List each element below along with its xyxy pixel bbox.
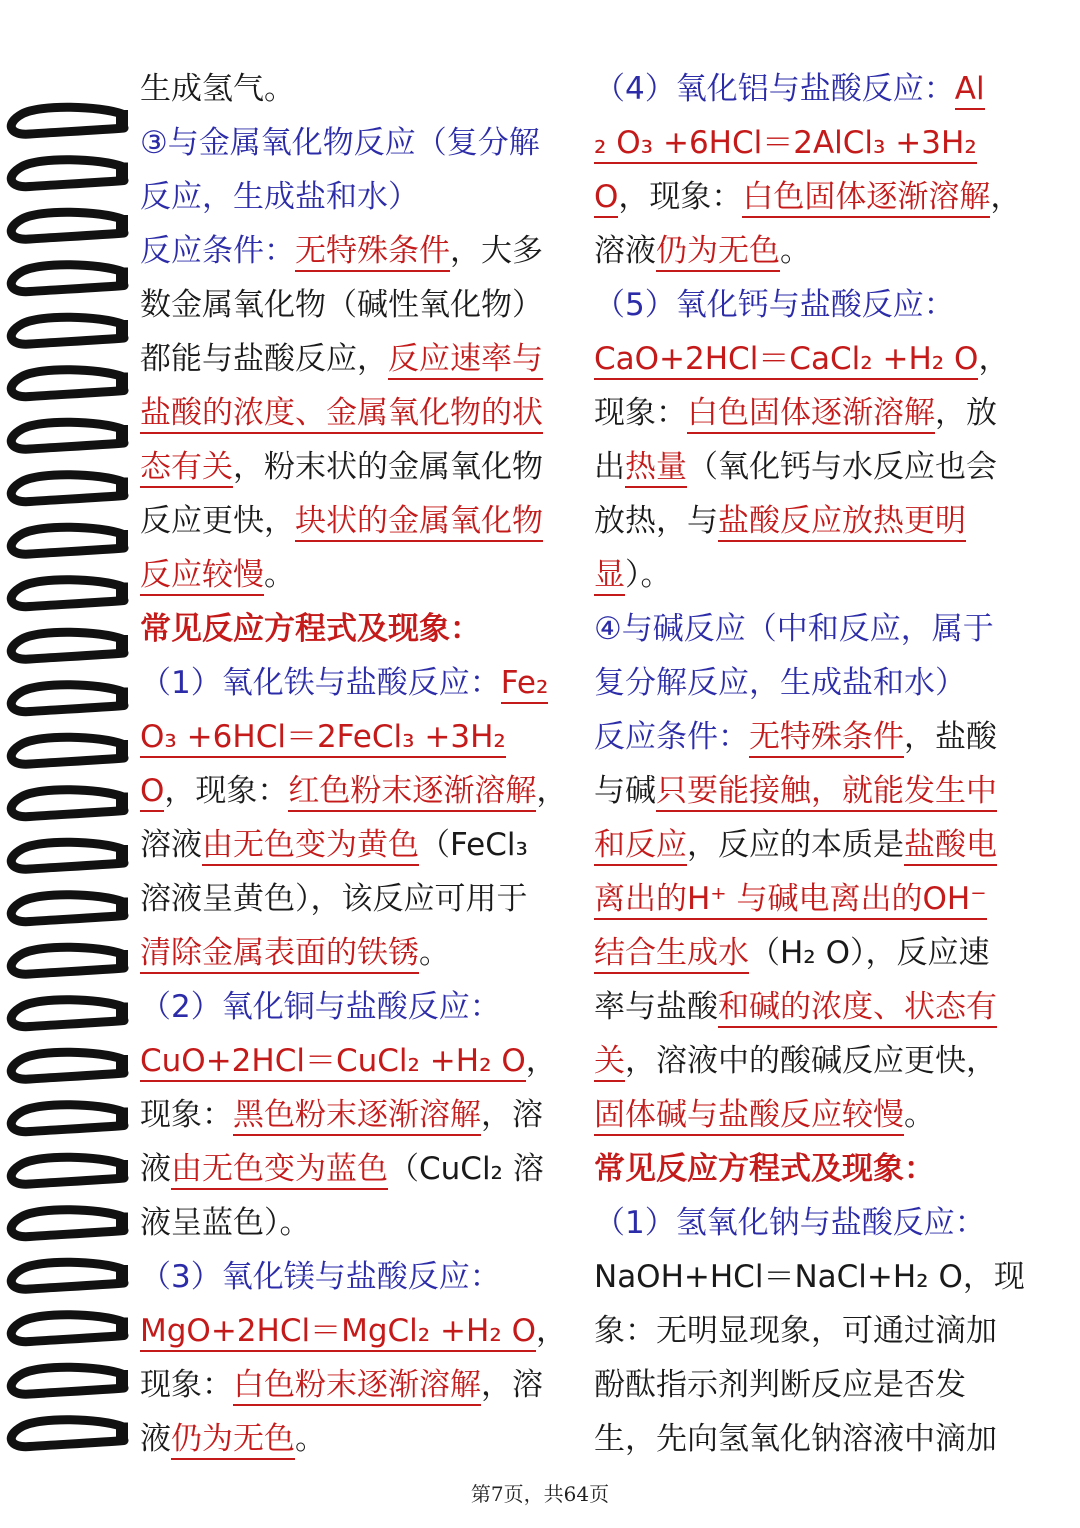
spiral-hole (116, 478, 128, 498)
text-segment: 溶液呈黄色），该反应可用于 (140, 881, 528, 917)
text-line (594, 1250, 1040, 1304)
spiral-coil (11, 265, 124, 292)
text-segment: ，溶液中的酸碱反应更快， (625, 1043, 997, 1079)
text-line (140, 764, 572, 818)
text-segment: ， (978, 341, 1010, 377)
text-segment: ， (536, 1313, 568, 1349)
underlined-text: 关 (594, 1043, 625, 1082)
text-segment: ，反应的本质是 (687, 827, 904, 863)
underlined-text: Al (955, 71, 985, 110)
underlined-text: 离出的H⁺ 与碱电离出的OH⁻ (594, 881, 987, 920)
text-line (140, 386, 572, 440)
spiral-hole (116, 793, 128, 813)
text-segment: 常见反应方程式及现象： (140, 611, 481, 647)
spiral-hole (116, 215, 128, 235)
underlined-text: 无特殊条件 (295, 233, 450, 272)
spiral-coil (11, 475, 124, 502)
spiral-coil (11, 1315, 124, 1342)
left-column (140, 62, 572, 1466)
text-line (594, 1196, 1040, 1250)
text-line (140, 494, 572, 548)
text-line (594, 170, 1040, 224)
text-line (594, 764, 1040, 818)
underlined-text: ₂ O₃ +6HCl＝2AlCl₃ +3H₂ (594, 125, 977, 164)
underlined-text: O (594, 179, 618, 218)
text-line (140, 224, 572, 278)
text-segment: 现象： (594, 395, 687, 431)
text-line (594, 1034, 1040, 1088)
underlined-text: 反应较慢 (140, 557, 264, 596)
underlined-text: （1）氧化铁与盐酸反应： (140, 665, 501, 701)
spiral-hole (116, 583, 128, 603)
text-line (594, 1358, 1040, 1412)
text-line (594, 62, 1040, 116)
text-line (594, 1142, 1040, 1196)
spiral-coil (11, 632, 124, 659)
spiral-coil (11, 1157, 124, 1184)
text-segment: （氧化钙与水反应也会 (687, 449, 997, 485)
underlined-text: 固体碱与盐酸反应较慢 (594, 1097, 904, 1136)
spiral-hole (116, 1213, 128, 1233)
underlined-text: （3）氧化镁与盐酸反应： (140, 1259, 501, 1295)
page-number: 第7页，共64页 (470, 1482, 610, 1506)
underlined-text: 只要能接触，就能发生中 (656, 773, 997, 812)
underlined-text: CuO+2HCl＝CuCl₂ +H₂ O (140, 1043, 526, 1082)
text-line (594, 440, 1040, 494)
spiral-hole (116, 1108, 128, 1128)
spiral-hole (116, 635, 128, 655)
text-segment: 常见反应方程式及现象： (594, 1151, 935, 1187)
spiral-hole (116, 740, 128, 760)
text-segment: 。 (780, 233, 811, 269)
text-line (140, 332, 572, 386)
text-line (140, 1250, 572, 1304)
text-line (140, 278, 572, 332)
underlined-text: （4）氧化铝与盐酸反应： (594, 71, 955, 107)
spiral-hole (116, 268, 128, 288)
underlined-text: 仍为无色 (171, 1421, 295, 1460)
underlined-text: 块状的金属氧化物 (295, 503, 543, 542)
text-line (594, 1412, 1040, 1466)
text-segment: 。 (264, 557, 295, 593)
text-segment: 都能与盐酸反应， (140, 341, 388, 377)
text-line (594, 548, 1040, 602)
text-segment: 出 (594, 449, 625, 485)
underlined-text: （1）氢氧化钠与盐酸反应： (594, 1205, 986, 1241)
text-segment: 液呈蓝色）。 (140, 1205, 311, 1241)
spiral-hole (116, 1160, 128, 1180)
text-line (140, 170, 572, 224)
spiral-hole (116, 950, 128, 970)
spiral-hole (116, 1003, 128, 1023)
right-column (594, 62, 1040, 1466)
text-line (594, 1088, 1040, 1142)
text-segment: ，盐酸 (904, 719, 997, 755)
text-segment: 反应更快， (140, 503, 295, 539)
underlined-text: 反应，生成盐和水） (140, 179, 419, 215)
spiral-coil (11, 1052, 124, 1079)
text-line (594, 818, 1040, 872)
underlined-text: 黑色粉末逐渐溶解 (233, 1097, 481, 1136)
underlined-text: ④与碱反应（中和反应，属于 (594, 611, 994, 647)
underlined-text: 白色粉末逐渐溶解 (233, 1367, 481, 1406)
spiral-coil (11, 212, 124, 239)
text-segment: （H₂ O），反应速 (749, 935, 990, 971)
underlined-text: 仍为无色 (656, 233, 780, 272)
text-segment: 象：无明显现象，可通过滴加 (594, 1313, 997, 1349)
spiral-coil (11, 370, 124, 397)
spiral-coil (11, 317, 124, 344)
text-line (594, 386, 1040, 440)
spiral-coil (11, 842, 124, 869)
text-line (140, 980, 572, 1034)
spiral-coil (11, 685, 124, 712)
spiral-hole (116, 1265, 128, 1285)
spiral-hole (116, 530, 128, 550)
text-line (140, 926, 572, 980)
text-segment: 放热，与 (594, 503, 718, 539)
underlined-text: 热量 (625, 449, 687, 488)
spiral-coil (11, 737, 124, 764)
underlined-text: 盐酸电 (904, 827, 997, 866)
text-segment: 数金属氧化物（碱性氧化物） (140, 287, 543, 323)
underlined-text: （5）氧化钙与盐酸反应： (594, 287, 955, 323)
spiral-hole (116, 845, 128, 865)
text-segment: （FeCl₃ (419, 827, 528, 863)
spiral-hole (116, 1370, 128, 1390)
spiral-coil (11, 1105, 124, 1132)
underlined-text: 由无色变为黄色 (202, 827, 419, 866)
text-segment: 率与盐酸 (594, 989, 718, 1025)
text-segment: 生成氢气。 (140, 71, 295, 107)
text-line (140, 872, 572, 926)
underlined-text: 清除金属表面的铁锈 (140, 935, 419, 974)
text-segment: ， (990, 179, 1022, 215)
text-segment: ，溶 (481, 1097, 543, 1133)
text-segment: ，粉末状的金属氧化物 (233, 449, 543, 485)
text-line (140, 1304, 572, 1358)
underlined-text: 复分解反应，生成盐和水） (594, 665, 966, 701)
text-line (594, 494, 1040, 548)
text-segment: ，放 (935, 395, 997, 431)
text-line (140, 602, 572, 656)
text-line (594, 224, 1040, 278)
text-line (140, 116, 572, 170)
spiral-coil (11, 160, 124, 187)
text-line (140, 1088, 572, 1142)
text-segment: 生，先向氢氧化钠溶液中滴加 (594, 1421, 997, 1457)
text-segment: 与碱 (594, 773, 656, 809)
underlined-text: 盐酸反应放热更明 (718, 503, 966, 542)
text-segment: 现象： (140, 1367, 233, 1403)
text-segment: 溶液 (140, 827, 202, 863)
text-line (594, 926, 1040, 980)
underlined-text: O (140, 773, 164, 812)
underlined-text: （2）氧化铜与盐酸反应： (140, 989, 501, 1025)
text-line (140, 62, 572, 116)
spiral-coil (11, 1367, 124, 1394)
underlined-text: 由无色变为蓝色 (171, 1151, 388, 1190)
spiral-hole (116, 688, 128, 708)
underlined-text: 反应速率与 (388, 341, 543, 380)
spiral-hole (116, 898, 128, 918)
spiral-hole (116, 425, 128, 445)
spiral-coil (11, 107, 124, 134)
text-segment: 溶液 (594, 233, 656, 269)
underlined-text: Fe₂ (501, 665, 549, 704)
text-line (140, 440, 572, 494)
spiral-hole (116, 163, 128, 183)
text-segment: 现象： (140, 1097, 233, 1133)
text-line (594, 332, 1040, 386)
spiral-coil (11, 1000, 124, 1027)
text-segment: （CuCl₂ 溶 (388, 1151, 544, 1187)
underlined-text: 反应条件： (594, 719, 749, 755)
underlined-text: ③与金属氧化物反应（复分解 (140, 125, 540, 161)
spiral-coil (11, 1420, 124, 1447)
underlined-text: 红色粉末逐渐溶解 (288, 773, 536, 812)
spiral-hole (116, 1423, 128, 1443)
text-line (594, 656, 1040, 710)
spiral-hole (116, 110, 128, 130)
underlined-text: 结合生成水 (594, 935, 749, 974)
spiral-coil (11, 580, 124, 607)
spiral-coil (11, 947, 124, 974)
text-line (594, 1304, 1040, 1358)
text-line (594, 602, 1040, 656)
text-segment: 酚酞指示剂判断反应是否发 (594, 1367, 966, 1403)
text-line (140, 710, 572, 764)
text-segment: ，现象： (618, 179, 743, 215)
text-line (140, 1142, 572, 1196)
spiral-coil (11, 1210, 124, 1237)
text-line (140, 548, 572, 602)
underlined-text: 和碱的浓度、状态有 (718, 989, 997, 1028)
underlined-text: 盐酸的浓度、金属氧化物的状 (140, 395, 543, 434)
underlined-text: 反应条件： (140, 233, 295, 269)
spiral-coil (11, 527, 124, 554)
text-line (140, 1358, 572, 1412)
text-segment: 液 (140, 1421, 171, 1457)
text-segment: 。 (904, 1097, 935, 1133)
text-line (594, 980, 1040, 1034)
text-line (140, 1196, 572, 1250)
text-segment: 。 (419, 935, 450, 971)
underlined-text: 显 (594, 557, 625, 596)
underlined-text: O₃ +6HCl＝2FeCl₃ +3H₂ (140, 719, 506, 758)
text-line (140, 1034, 572, 1088)
text-segment: ，大多 (450, 233, 543, 269)
spiral-binding (0, 80, 135, 1470)
spiral-coil (11, 1262, 124, 1289)
text-line (140, 1412, 572, 1466)
text-segment: ，现象： (164, 773, 289, 809)
spiral-coil (11, 790, 124, 817)
underlined-text: 白色固体逐渐溶解 (687, 395, 935, 434)
text-line (594, 872, 1040, 926)
text-line (594, 278, 1040, 332)
spiral-coil (11, 895, 124, 922)
text-line (594, 116, 1040, 170)
underlined-text: 态有关 (140, 449, 233, 488)
spiral-hole (116, 1055, 128, 1075)
underlined-text: 和反应 (594, 827, 687, 866)
text-segment: NaOH+HCl＝NaCl+H₂ O，现 (594, 1259, 1025, 1295)
text-segment: ）。 (625, 557, 672, 593)
underlined-text: 无特殊条件 (749, 719, 904, 758)
spiral-hole (116, 373, 128, 393)
spiral-hole (116, 320, 128, 340)
text-line (140, 656, 572, 710)
text-line (594, 710, 1040, 764)
underlined-text: 白色固体逐渐溶解 (742, 179, 990, 218)
text-segment: 液 (140, 1151, 171, 1187)
underlined-text: MgO+2HCl＝MgCl₂ +H₂ O (140, 1313, 536, 1352)
spiral-coil (11, 422, 124, 449)
text-segment: ，溶 (481, 1367, 543, 1403)
text-segment: ， (536, 773, 568, 809)
text-segment: ， (525, 1043, 557, 1079)
text-line (140, 818, 572, 872)
underlined-text: CaO+2HCl＝CaCl₂ +H₂ O (594, 341, 978, 380)
spiral-hole (116, 1318, 128, 1338)
text-segment: 。 (295, 1421, 326, 1457)
